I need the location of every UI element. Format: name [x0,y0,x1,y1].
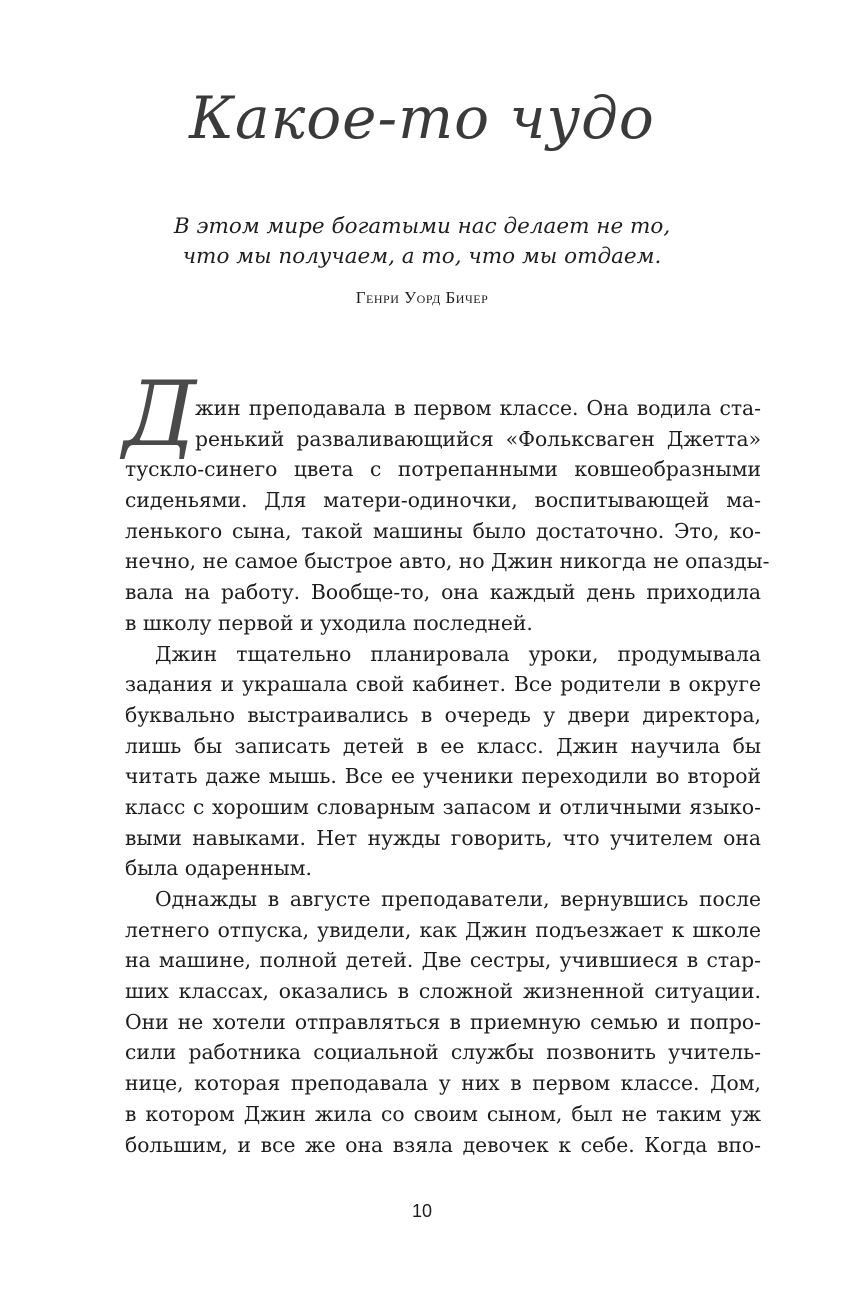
paragraph-line: Они не хотели отправляться в приемную семью и попро- [125,1009,761,1034]
paragraph-line: ленького сына, такой машины было достаточно. Это, ко- [125,518,761,543]
paragraph-line: Однажды в августе преподаватели, вернувшись после [155,887,761,911]
paragraph-line: большим, и все же она взяла девочек к себе. Когда впо- [125,1132,761,1157]
paragraph-line: класс с хорошим словарным запасом и отличными языко- [125,794,761,819]
paragraph-line: на машине, полной детей. Две сестры, учившиеся в стар- [125,948,761,973]
chapter-title: Какое-то чудо [189,84,655,152]
paragraph-line: в котором Джин жила со своим сыном, был не таким уж [125,1101,761,1126]
paragraph-line: нице, которая преподавала у них в первом классе. Дом, [125,1071,761,1096]
paragraph-line: выми навыками. Нет нужды говорить, что учителем она [125,825,761,850]
paragraph-line: ренький разваливающийся «Фольксваген Джетта» [195,426,761,451]
paragraph-line: буквально выстраивались в очередь у двери директора, [125,702,761,727]
paragraph-line: сили работника социальной службы позвонить учитель- [125,1040,761,1065]
paragraph-line: была одаренным. [125,856,312,881]
paragraph-line: лишь бы записать детей в ее класс. Джин научила бы [125,733,761,758]
paragraph-line: тускло-синего цвета с потрепанными ковшеобразными [125,457,761,482]
epigraph-line: В этом мире богатыми нас делает не то, [173,214,671,239]
paragraph-line: в школу первой и уходила последней. [125,610,533,635]
paragraph-line: задания и украшала свой кабинет. Все родители в округе [125,672,761,697]
paragraph-line: нечно, не самое быстрое авто, но Джин никогда не опазды- [125,549,770,574]
epigraph-quote [120,212,724,272]
paragraph-line: читать даже мышь. Все ее ученики переходили во второй [125,764,761,789]
body-text [125,393,770,1160]
paragraph-line: вала на работу. Вообще-то, она каждый день приходила [125,580,761,605]
paragraph-line: летнего отпуска, увидели, как Джин подъезжает к школе [125,917,761,942]
paragraph-line: жин преподавала в первом классе. Она водила ста- [195,396,761,420]
paragraph-line: сиденьями. Для матери-одиночки, воспитывающей ма- [125,488,761,513]
epigraph-author: Генри Уорд Бичер [355,288,489,307]
paragraph-line: Джин тщательно планировала уроки, продумывала [155,641,761,666]
epigraph-line: что мы получаем, а то, что мы отдаем. [182,244,662,269]
page-number: 10 [411,1201,433,1221]
paragraph-line: ших классах, оказались в сложной жизненной ситуации. [125,979,761,1004]
drop-cap: Д [123,362,197,467]
